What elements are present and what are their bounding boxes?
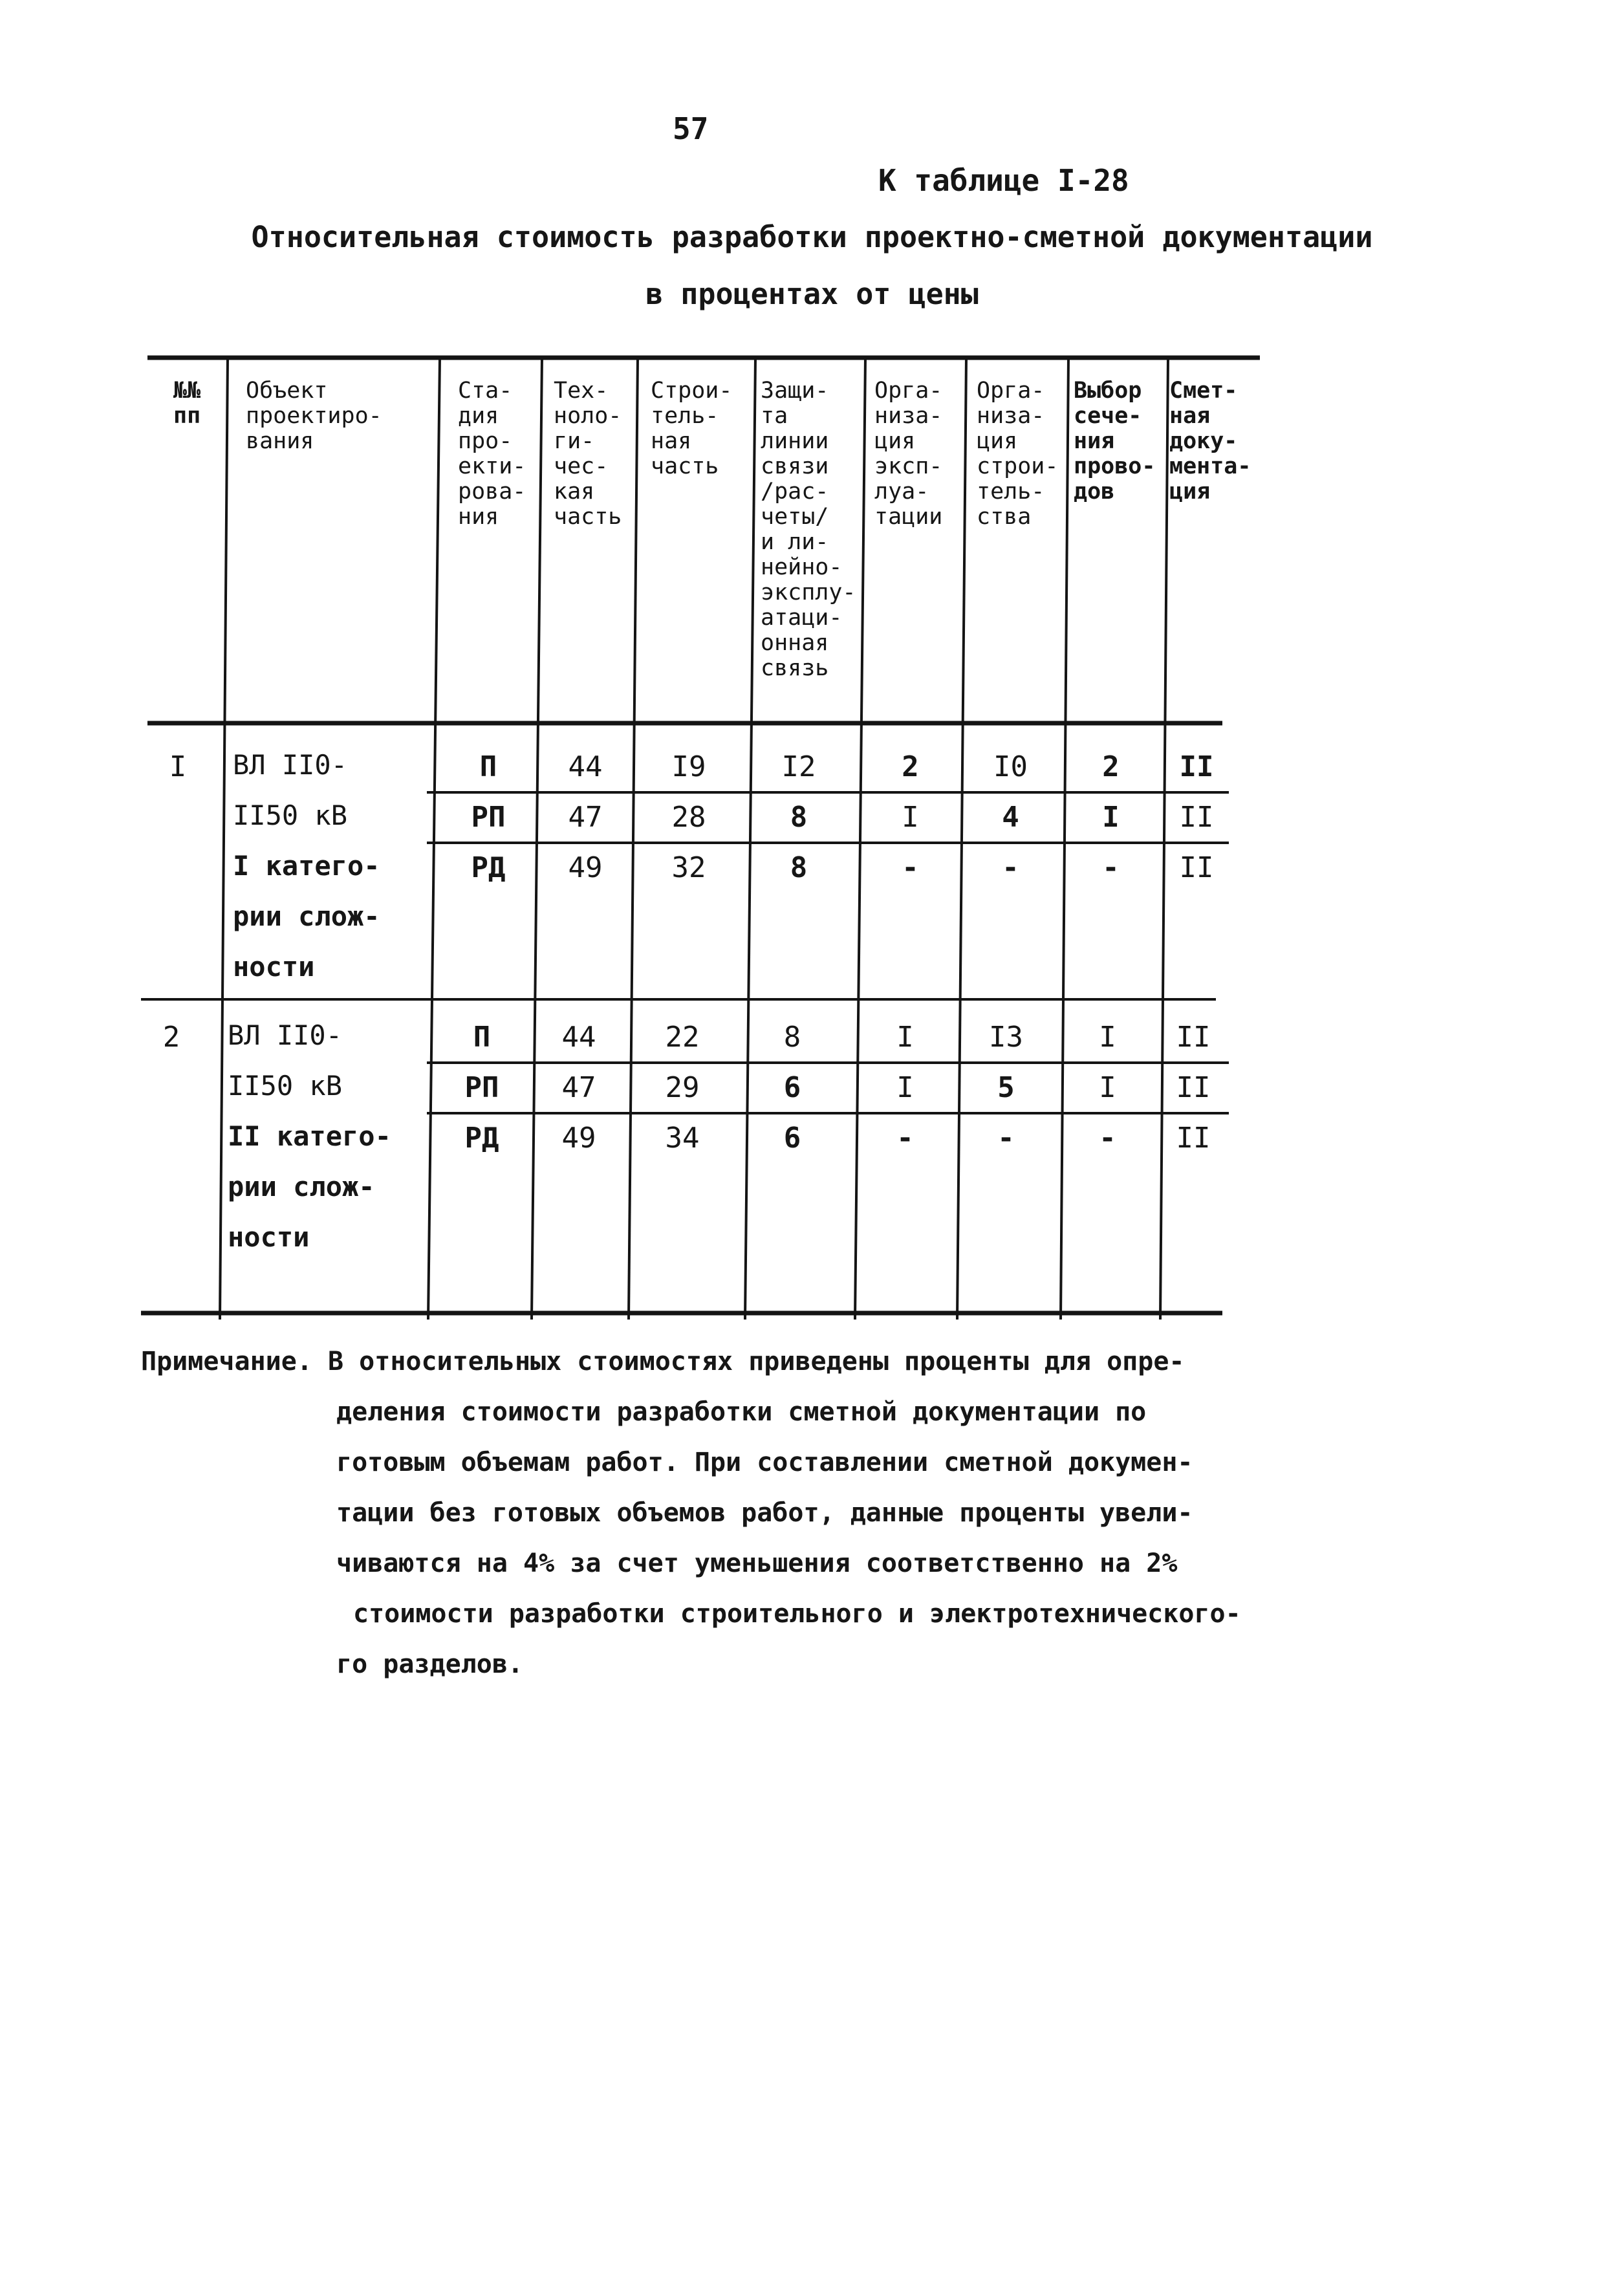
table-cell: 28: [671, 801, 706, 834]
table-cell: I: [1102, 801, 1120, 834]
note-line: стоимости разработки строительного и электротехнического-: [353, 1599, 1241, 1629]
object-line: II50 кВ: [233, 799, 348, 831]
table-cell: -: [1102, 851, 1120, 884]
table-cell: П: [479, 750, 497, 783]
column-rule: [532, 358, 542, 1320]
note-line: чиваются на 4% за счет уменьшения соответственно на 2%: [336, 1548, 1178, 1578]
column-rule: [629, 358, 638, 1320]
table-cell: 6: [783, 1071, 801, 1104]
header-construction: Строи- тель- ная часть: [651, 378, 733, 479]
table-cell: 32: [671, 851, 706, 884]
note-line: тации без готовых объемов работ, данные проценты увели-: [336, 1498, 1193, 1528]
table-cell: 44: [561, 1021, 596, 1054]
page-number: 57: [673, 111, 709, 146]
table-cell: I3: [989, 1021, 1023, 1054]
table-cell: 4: [1002, 801, 1019, 834]
table-cell: РД: [464, 1122, 499, 1155]
column-rule: [855, 358, 865, 1320]
table-cell: РП: [471, 801, 506, 834]
table-cell: I: [1099, 1071, 1116, 1104]
header-construction-org: Орга- низа- ция строи- тель- ства: [977, 378, 1059, 530]
table-cell: -: [1002, 851, 1019, 884]
object-line: рии слож-: [228, 1171, 375, 1202]
table-cell: -: [902, 851, 919, 884]
object-line: ВЛ II0-: [233, 749, 348, 781]
table-cell: I: [902, 801, 919, 834]
table-cell: -: [1099, 1122, 1116, 1155]
note-line: готовым объемам работ. При составлении сметной докумен-: [336, 1448, 1193, 1477]
table-cell: 49: [561, 1122, 596, 1155]
table-cell: 8: [783, 1021, 801, 1054]
table-cell: 29: [665, 1071, 700, 1104]
column-rule: [1061, 358, 1068, 1320]
table-cell: II: [1176, 1021, 1211, 1054]
table-cell: 47: [561, 1071, 596, 1104]
table-cell: РП: [464, 1071, 499, 1104]
table-cell: 2: [1102, 750, 1120, 783]
header-operation: Орга- низа- ция эксп- луа- тации: [874, 378, 943, 530]
object-line: рии слож-: [233, 900, 380, 932]
table-cell: -: [896, 1122, 914, 1155]
object-number: I: [169, 750, 187, 783]
table-cell: 8: [790, 801, 808, 834]
column-rule: [745, 358, 755, 1320]
column-rule: [1160, 358, 1168, 1320]
object-line: ности: [228, 1221, 310, 1253]
table-cell: 49: [568, 851, 603, 884]
table-cell: 8: [790, 851, 808, 884]
table-cell: II: [1179, 851, 1214, 884]
table-cell: 34: [665, 1122, 700, 1155]
table-cell: II: [1179, 750, 1214, 783]
header-technological: Тех- ноло- ги- чес- кая часть: [554, 378, 622, 530]
table-cell: I0: [993, 750, 1028, 783]
note-line: го разделов.: [336, 1649, 523, 1679]
document-subtitle: в процентах от цены: [645, 277, 979, 311]
table-cell: 5: [997, 1071, 1015, 1104]
note-line: Примечание. В относительных стоимостях приведены проценты для опре-: [141, 1347, 1185, 1376]
document-title: Относительная стоимость разработки проектно-сметной документации: [251, 220, 1373, 254]
column-rule: [220, 358, 228, 1320]
object-line: II катего-: [228, 1120, 391, 1152]
object-line: ности: [233, 951, 315, 983]
object-line: II50 кВ: [228, 1070, 343, 1102]
table-cell: 44: [568, 750, 603, 783]
object-number: 2: [162, 1021, 180, 1054]
header-stage: Ста- дия про- екти- рова- ния: [458, 378, 526, 530]
table-cell: 6: [783, 1122, 801, 1155]
table-cell: II: [1176, 1071, 1211, 1104]
object-line: I катего-: [233, 850, 380, 882]
table-cell: I: [896, 1071, 914, 1104]
table-cell: I: [896, 1021, 914, 1054]
note-line: деления стоимости разработки сметной документации по: [336, 1397, 1147, 1427]
table-cell: I9: [671, 750, 706, 783]
object-line: ВЛ II0-: [228, 1019, 343, 1051]
header-number: №№ пп: [173, 378, 201, 429]
table-cell: П: [473, 1021, 491, 1054]
header-estimate: Смет- ная доку- мента- ция: [1169, 378, 1251, 505]
table-cell: 47: [568, 801, 603, 834]
table-cell: 2: [902, 750, 919, 783]
table-cell: II: [1176, 1122, 1211, 1155]
header-object: Объект проектиро- вания: [246, 378, 382, 454]
table-reference: К таблице I-28: [878, 163, 1129, 198]
table-cell: РД: [471, 851, 506, 884]
column-rule: [957, 358, 966, 1320]
table-cell: II: [1179, 801, 1214, 834]
table-cell: 22: [665, 1021, 700, 1054]
header-line-protection: Защи- та линии связи /рас- четы/ и ли- нейно- эксплу- атаци- онная связь: [761, 378, 856, 681]
table-cell: -: [997, 1122, 1015, 1155]
header-wire-section: Выбор сече- ния прово- дов: [1074, 378, 1156, 505]
table-cell: I: [1099, 1021, 1116, 1054]
column-rule: [428, 358, 440, 1320]
table-cell: I2: [781, 750, 816, 783]
